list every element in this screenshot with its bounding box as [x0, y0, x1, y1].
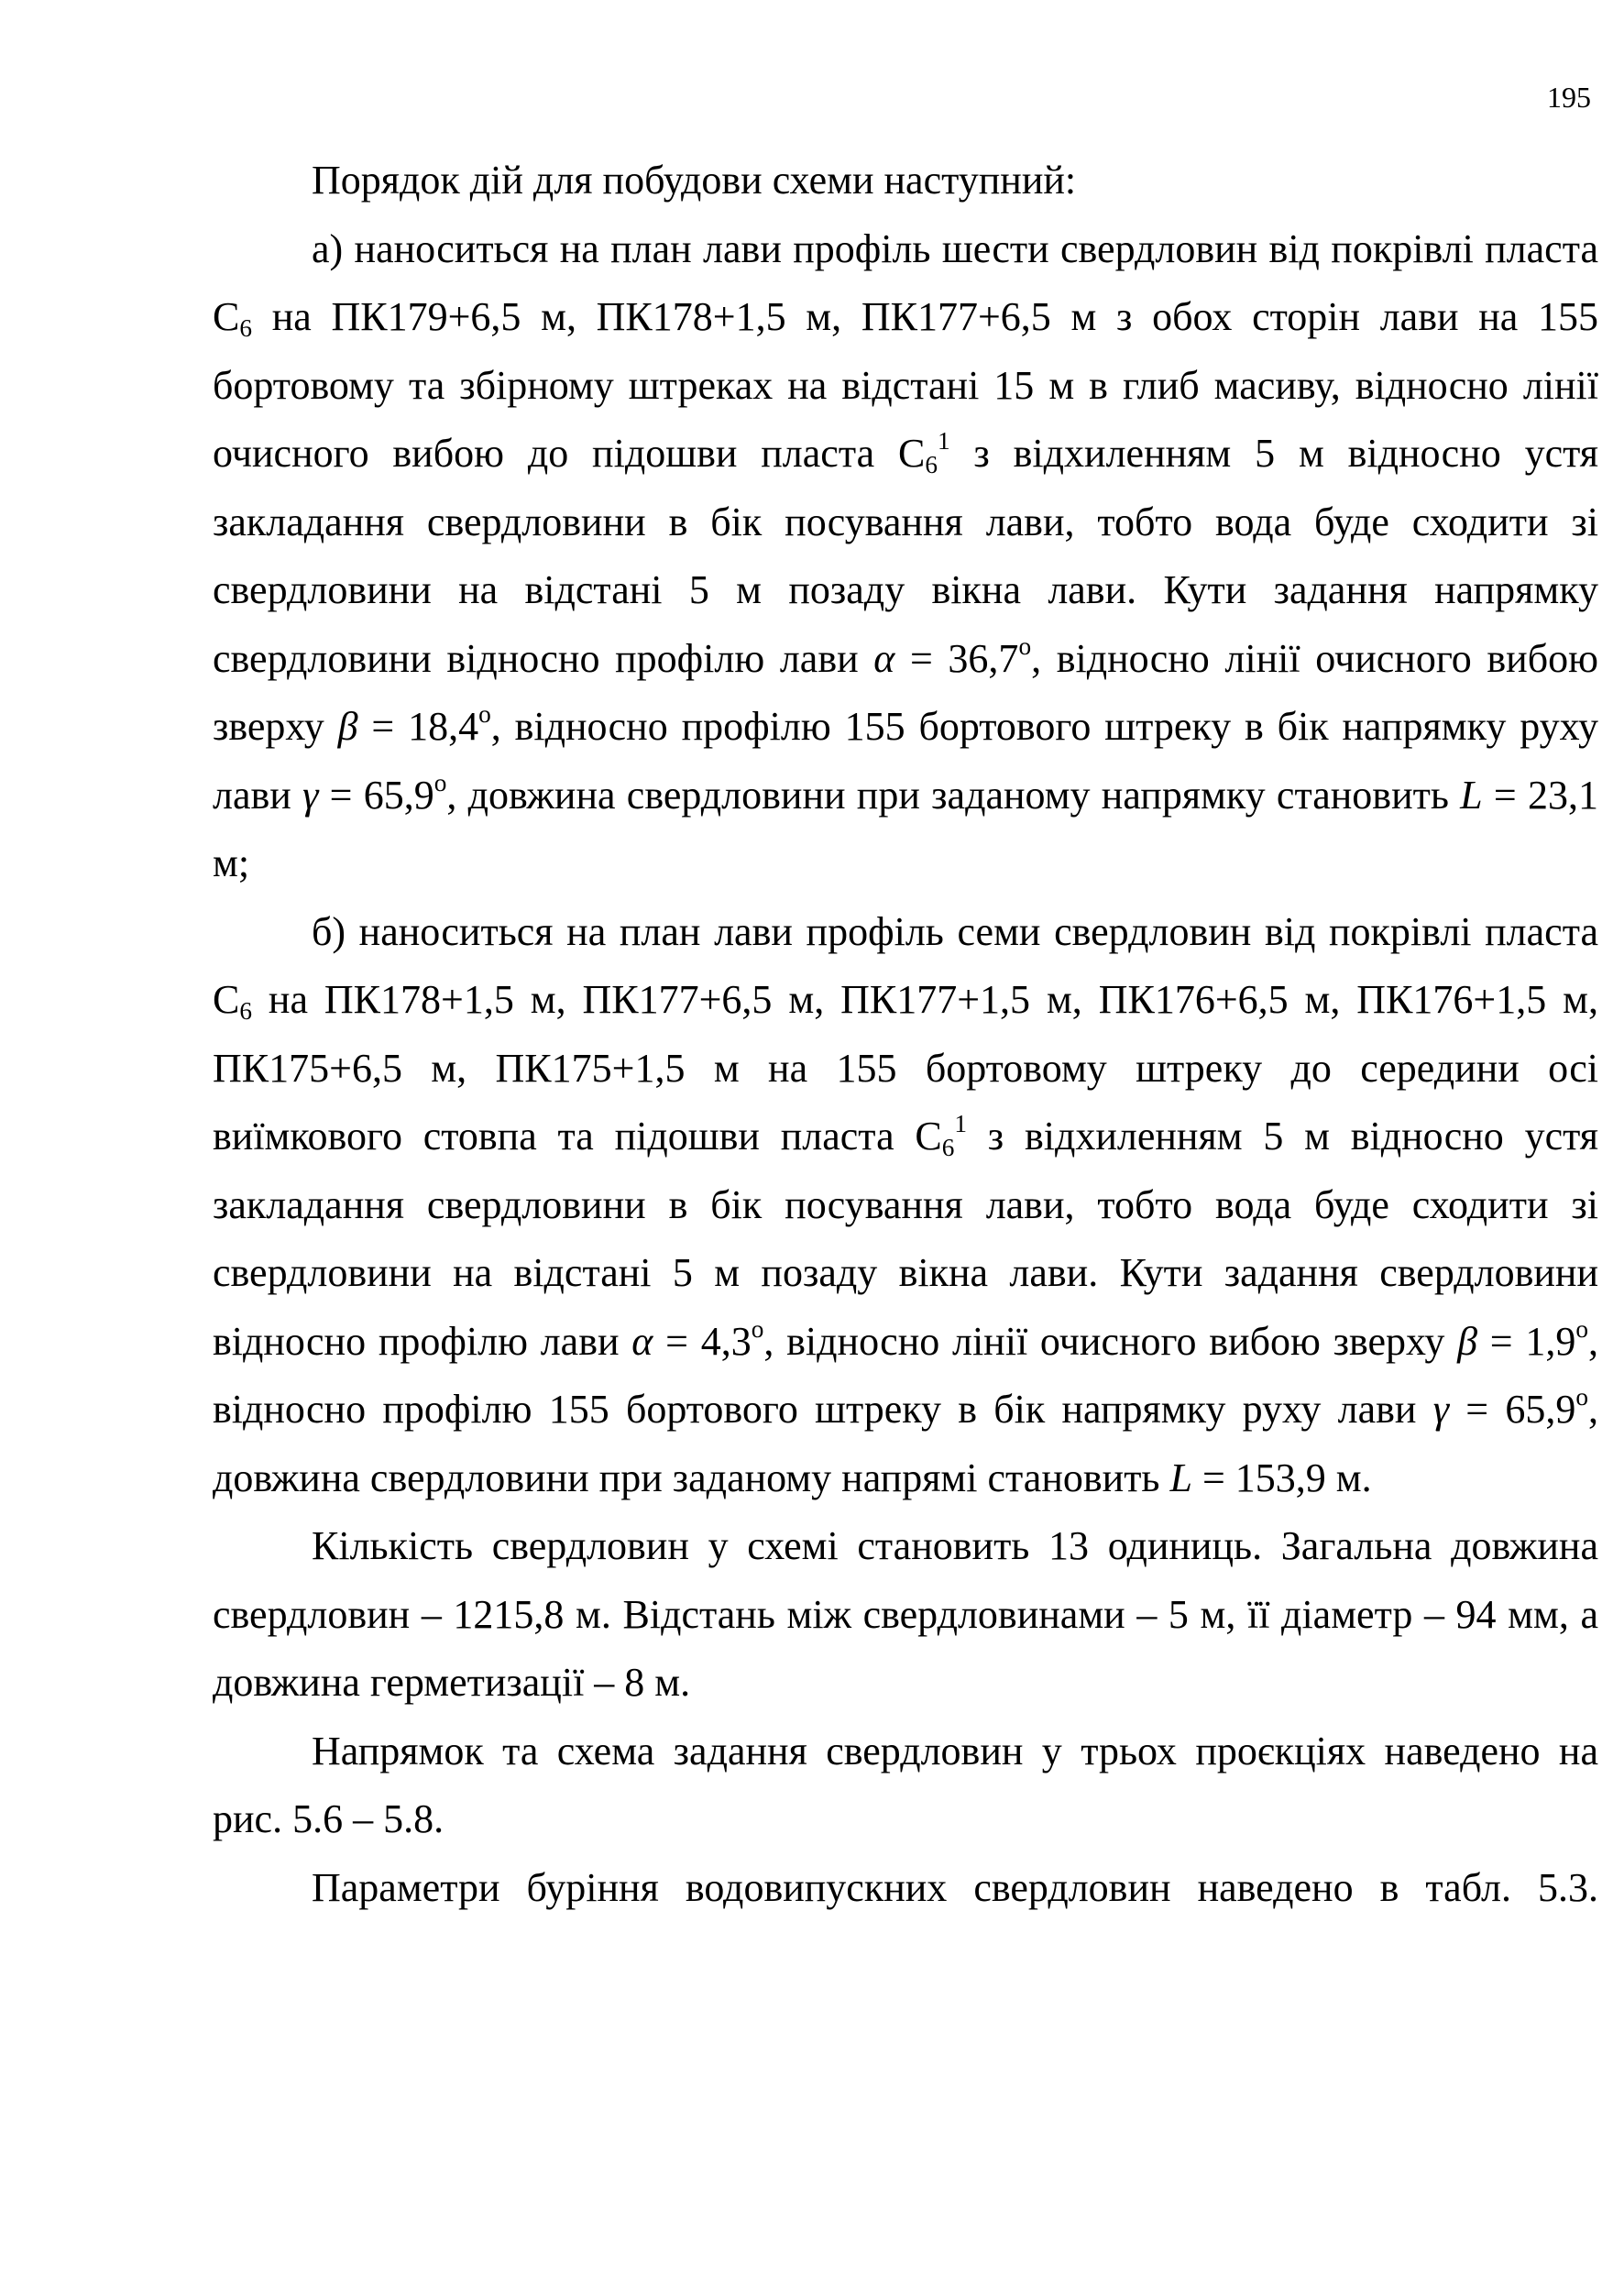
paragraph-summary: Кількість свердловин у схемі становить 13 одиниць. Загальна довжина свердловин – 1215,8 м. Відстань між свердловинами – 5 м, її діаметр – 94 мм, а довжина герметизації – 8 м. — [213, 1523, 1598, 1705]
paragraph-table-ref: Параметри буріння водовипускних свердловин наведено в табл. 5.3. — [312, 1864, 1598, 1910]
body-text — [213, 147, 1598, 1922]
paragraph-item-b: б) наноситься на план лави профіль семи свердловин від покрівлі пласта $С_6$ на ПК178+1,5 м, ПК177+6,5 м, ПК177+1,5 м, ПК176+6,5 м, ПК176+1,5 м, ПК175+6,5 м, ПК175+1,5 м на 155 бортовому штреку до середини осі виїмкового стовпа та підошви пласта $С_6^1$ з відхиленням 5 м відносно устя закладання свердловини в бік посування лави, тобто вода буде сходити зі свердловини на відстані 5 м позаду вікна лави. Кути задання свердловини відносно профілю лави $\alpha = 4,3^о$, відносно лінії очисного вибою зверху $\beta = 1,9^о$, відносно профілю 155 бортового штреку в бік напрямку руху лави $\gamma = 65,9^о$, довжина свердловини при заданому напрямі становить L = 153,9 м. — [213, 908, 1599, 1500]
paragraph-item-a: а) наноситься на план лави профіль шести свердловин від покрівлі пласта $С_6$ на ПК179+6,5 м, ПК178+1,5 м, ПК177+6,5 м з обох сторін лави на 155 бортовому та збірному штреках на відстані 15 м в глиб масиву, відносно лінії очисного вибою до підошви пласта $С_6^1$ з відхиленням 5 м відносно устя закладання свердловини в бік посування лави, тобто вода буде сходити зі свердловини на відстані 5 м позаду вікна лави. Кути задання напрямку свердловини відносно профілю лави $\alpha = 36,7^о$, відносно лінії очисного вибою зверху $\beta = 18,4^о$, відносно профілю 155 бортового штреку в бік напрямку руху лави $\gamma = 65,9^о$, довжина свердловини при заданому напрямку становить L = 23,1 м; — [213, 225, 1598, 885]
paragraph-intro: Порядок дій для побудови схеми наступний: — [312, 158, 1077, 203]
page-number: 195 — [1547, 81, 1591, 114]
paragraph-figure-ref: Напрямок та схема задання свердловин у трьох проєкціях наведено на рис. 5.6 – 5.8. — [213, 1728, 1598, 1841]
